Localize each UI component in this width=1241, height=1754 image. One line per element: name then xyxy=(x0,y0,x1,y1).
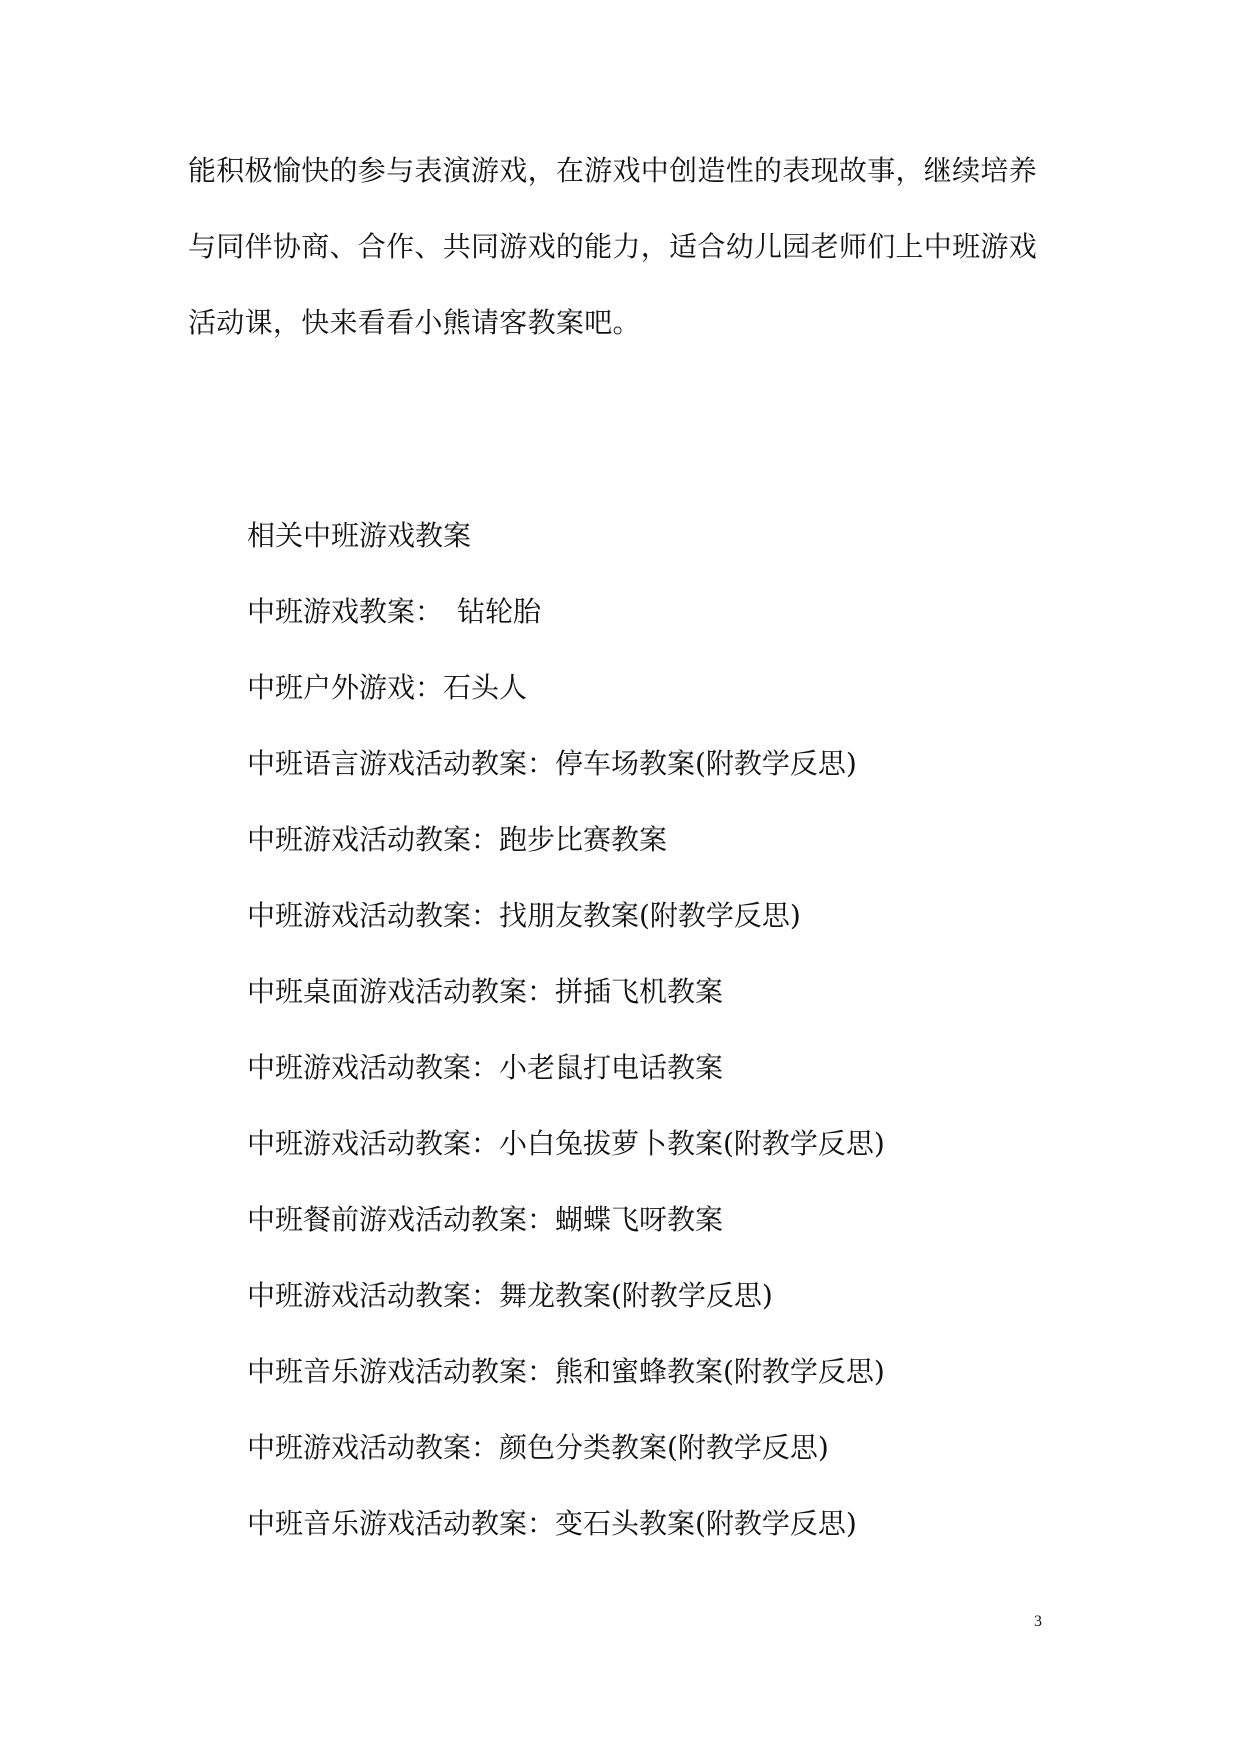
related-link[interactable]: 中班语言游戏活动教案：停车场教案(附教学反思) xyxy=(247,747,857,780)
related-link[interactable]: 中班游戏活动教案：跑步比赛教案 xyxy=(247,823,668,856)
related-heading: 相关中班游戏教案 xyxy=(247,519,472,552)
related-item xyxy=(247,972,1067,1048)
related-section xyxy=(247,516,1067,1580)
related-link[interactable]: 中班游戏活动教案：小老鼠打电话教案 xyxy=(247,1051,724,1084)
intro-paragraph xyxy=(188,146,1068,374)
related-item xyxy=(247,1504,1067,1580)
related-item xyxy=(247,820,1067,896)
related-list xyxy=(247,592,1067,1580)
related-link[interactable]: 中班游戏活动教案：小白兔拔萝卜教案(附教学反思) xyxy=(247,1127,885,1160)
related-link[interactable]: 中班音乐游戏活动教案：变石头教案(附教学反思) xyxy=(247,1507,857,1540)
related-link[interactable]: 中班游戏活动教案：找朋友教案(附教学反思) xyxy=(247,899,801,932)
related-link[interactable]: 中班游戏活动教案：颜色分类教案(附教学反思) xyxy=(247,1431,829,1464)
related-link[interactable]: 中班音乐游戏活动教案：熊和蜜蜂教案(附教学反思) xyxy=(247,1355,885,1388)
page-number: 3 xyxy=(1034,1613,1042,1630)
related-item xyxy=(247,1200,1067,1276)
intro-line: 能积极愉快的参与表演游戏，在游戏中创造性的表现故事，继续培养 xyxy=(188,154,1038,187)
intro-line: 活动课，快来看看小熊请客教案吧。 xyxy=(188,306,641,339)
related-link[interactable]: 中班游戏活动教案：舞龙教案(附教学反思) xyxy=(247,1279,773,1312)
related-item xyxy=(247,1124,1067,1200)
related-item xyxy=(247,1276,1067,1352)
related-link[interactable]: 中班桌面游戏活动教案：拼插飞机教案 xyxy=(247,975,724,1008)
related-item xyxy=(247,896,1067,972)
related-link[interactable]: 中班游戏教案： 钻轮胎 xyxy=(247,595,542,628)
related-link[interactable]: 中班餐前游戏活动教案：蝴蝶飞呀教案 xyxy=(247,1203,724,1236)
related-item xyxy=(247,744,1067,820)
related-link[interactable]: 中班户外游戏：石头人 xyxy=(247,671,528,704)
related-item xyxy=(247,1048,1067,1124)
related-item xyxy=(247,668,1067,744)
related-item xyxy=(247,592,1067,668)
related-item xyxy=(247,1352,1067,1428)
intro-line: 与同伴协商、合作、共同游戏的能力，适合幼儿园老师们上中班游戏 xyxy=(188,230,1038,263)
related-item xyxy=(247,1428,1067,1504)
